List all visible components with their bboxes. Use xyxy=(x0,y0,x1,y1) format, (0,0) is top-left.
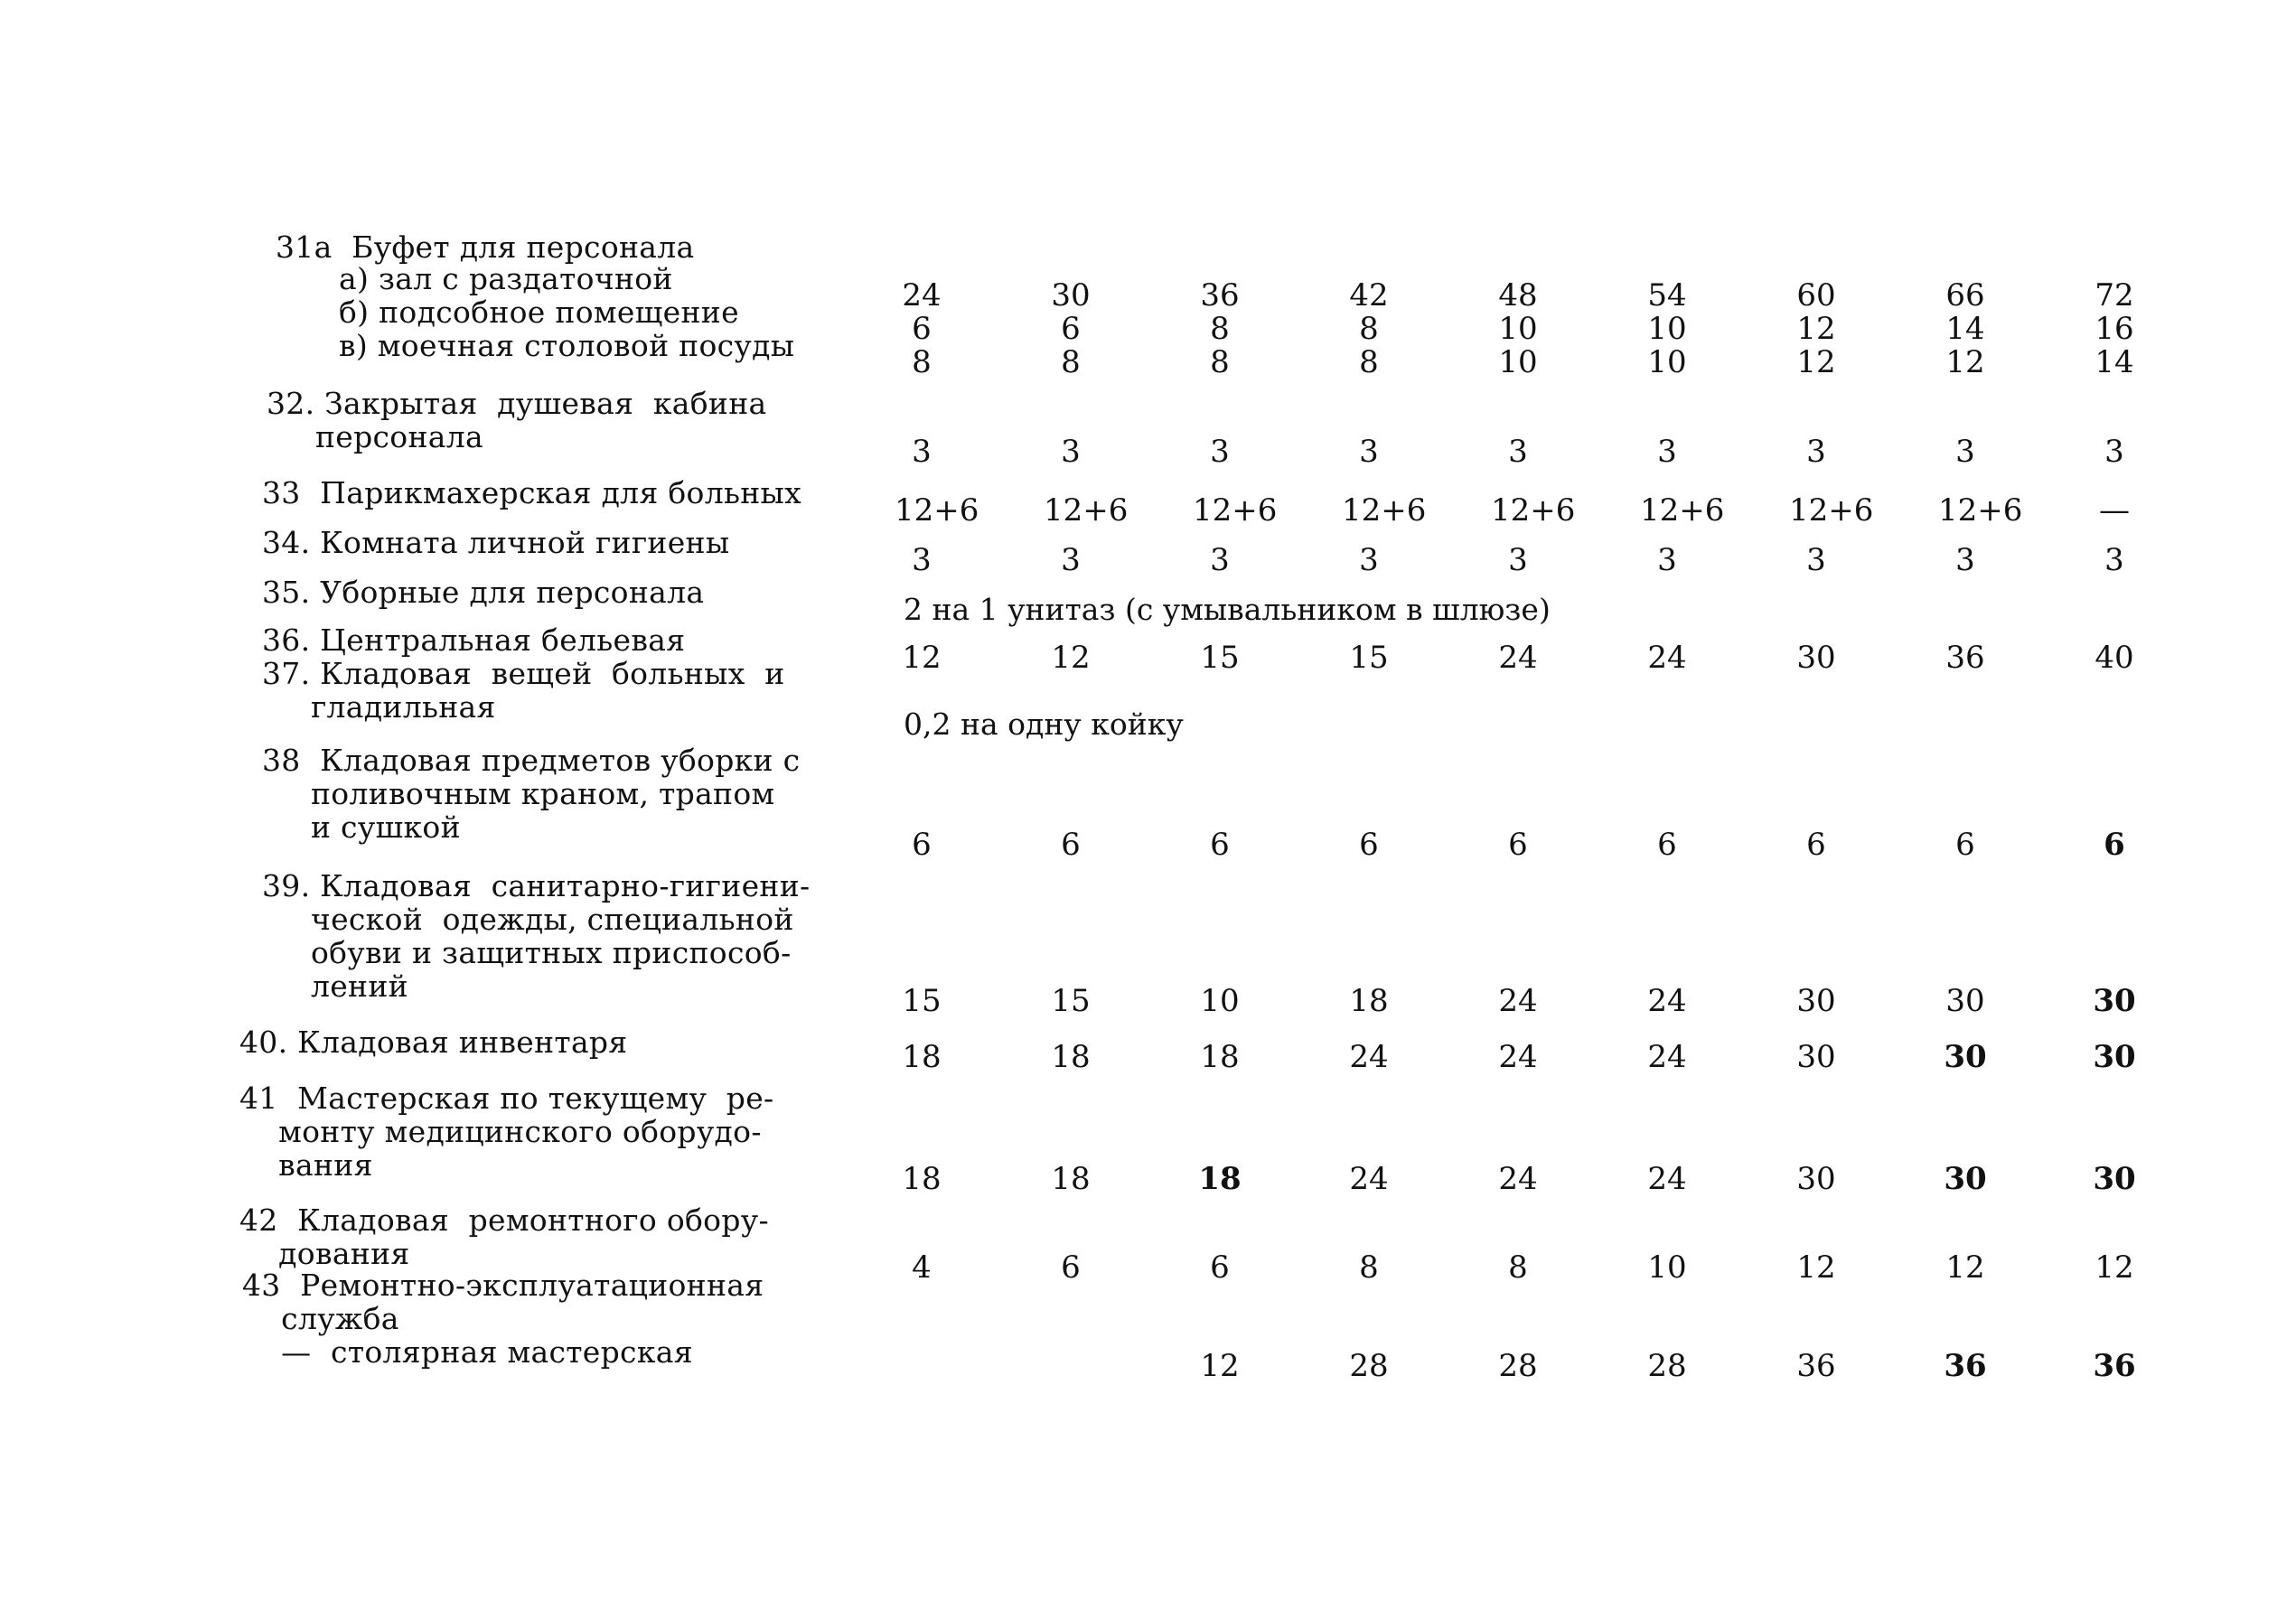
cell: 3 xyxy=(2104,542,2124,578)
cell: 15 xyxy=(1200,640,1240,676)
cell: 3 xyxy=(1508,434,1528,470)
cell: 15 xyxy=(902,983,942,1019)
cell: 24 xyxy=(1647,1039,1687,1075)
row-42-values xyxy=(895,1249,2141,1286)
row-41-label: 41 Мастерская по текущему ре- монту медицинского оборудо- вания xyxy=(239,1081,774,1183)
cell: 42 xyxy=(1349,277,1389,313)
cell: 12 xyxy=(1051,640,1091,676)
cell: 4 xyxy=(912,1249,932,1286)
cell: 10 xyxy=(1647,344,1687,380)
cell: 30 xyxy=(1796,1161,1836,1197)
cell: 30 xyxy=(1051,277,1091,313)
cell: 10 xyxy=(1498,344,1538,380)
row-31a-values-b xyxy=(895,311,2141,347)
cell: 24 xyxy=(1498,1039,1538,1075)
cell: 12+6 xyxy=(1789,492,1874,529)
cell: 10 xyxy=(1498,311,1538,347)
cell: 8 xyxy=(1359,311,1379,347)
cell: 8 xyxy=(1210,344,1230,380)
cell: 28 xyxy=(1647,1348,1687,1384)
cell: 30 xyxy=(1944,1039,1987,1075)
cell: 3 xyxy=(1210,542,1230,578)
cell: 12 xyxy=(1200,1348,1240,1384)
cell: 72 xyxy=(2095,277,2134,313)
row-41-values xyxy=(895,1161,2141,1197)
cell: 6 xyxy=(1657,827,1677,863)
row-31a-sub-b: б) подсобное помещение xyxy=(339,295,739,330)
row-36-label: 36. Центральная бельевая xyxy=(262,622,686,658)
cell: 24 xyxy=(1647,640,1687,676)
cell: 24 xyxy=(1498,1161,1538,1197)
cell: 28 xyxy=(1498,1348,1538,1384)
row-31a-sub-c: в) моечная столовой посуды xyxy=(339,328,795,363)
cell: 30 xyxy=(2093,1161,2136,1197)
cell: 18 xyxy=(1198,1161,1242,1197)
cell: 3 xyxy=(912,434,932,470)
cell: 3 xyxy=(1657,434,1677,470)
cell: 36 xyxy=(1945,640,1985,676)
row-37-note: 0,2 на одну койку xyxy=(904,706,1184,742)
cell: 12 xyxy=(1796,1249,1836,1286)
cell: 12+6 xyxy=(1044,492,1129,529)
cell: 14 xyxy=(1945,311,1985,347)
cell: 24 xyxy=(1647,983,1687,1019)
cell: 3 xyxy=(1806,434,1826,470)
cell: 6 xyxy=(1061,311,1081,347)
cell: 6 xyxy=(1806,827,1826,863)
cell: 36 xyxy=(1796,1348,1836,1384)
row-35-label: 35. Уборные для персонала xyxy=(262,575,705,610)
row-31a-title: 31а Буфет для персонала xyxy=(276,229,695,265)
cell: 24 xyxy=(1349,1039,1389,1075)
cell: 10 xyxy=(1200,983,1240,1019)
row-38-label: 38 Кладовая предметов уборки с поливочным краном, трапом и сушкой xyxy=(262,743,801,845)
cell: 18 xyxy=(1051,1161,1091,1197)
cell: 6 xyxy=(912,311,932,347)
cell: 12 xyxy=(1945,1249,1985,1286)
cell: 30 xyxy=(1796,640,1836,676)
cell: 36 xyxy=(1200,277,1240,313)
cell: 6 xyxy=(1061,827,1081,863)
cell: 3 xyxy=(1210,434,1230,470)
cell: 12 xyxy=(1945,344,1985,380)
cell: 40 xyxy=(2095,640,2134,676)
row-31a-sub-a: а) зал с раздаточной xyxy=(339,261,673,296)
cell: 30 xyxy=(2093,983,2136,1019)
cell: 12+6 xyxy=(1342,492,1427,529)
row-39-values xyxy=(895,983,2141,1019)
cell: 24 xyxy=(1349,1161,1389,1197)
cell: 3 xyxy=(912,542,932,578)
cell: 3 xyxy=(1359,542,1379,578)
row-33-values xyxy=(895,492,2141,529)
cell: 18 xyxy=(1200,1039,1240,1075)
cell: 24 xyxy=(1498,983,1538,1019)
cell: 60 xyxy=(1796,277,1836,313)
cell: 18 xyxy=(902,1161,942,1197)
row-35-note: 2 на 1 унитаз (с умывальником в шлюзе) xyxy=(904,592,1551,627)
cell: 3 xyxy=(1061,434,1081,470)
cell: 8 xyxy=(912,344,932,380)
cell: 24 xyxy=(902,277,942,313)
cell: 15 xyxy=(1051,983,1091,1019)
cell: 8 xyxy=(1210,311,1230,347)
cell: 3 xyxy=(1359,434,1379,470)
cell: 8 xyxy=(1359,1249,1379,1286)
cell: 8 xyxy=(1061,344,1081,380)
cell: 3 xyxy=(1955,542,1975,578)
cell: 6 xyxy=(1061,1249,1081,1286)
cell: 6 xyxy=(1210,1249,1230,1286)
cell: 30 xyxy=(1796,983,1836,1019)
row-33-label: 33 Парикмахерская для больных xyxy=(262,475,801,510)
cell: 16 xyxy=(2095,311,2134,347)
cell: 10 xyxy=(1647,1249,1687,1286)
cell: 12 xyxy=(1796,344,1836,380)
cell: 3 xyxy=(1061,542,1081,578)
row-40-label: 40. Кладовая инвентаря xyxy=(239,1025,628,1060)
cell: 8 xyxy=(1359,344,1379,380)
cell: 12+6 xyxy=(1938,492,2023,529)
row-43-label: 43 Ремонтно-эксплуатационная служба — столярная мастерская xyxy=(242,1268,764,1370)
cell: 54 xyxy=(1647,277,1687,313)
cell: 6 xyxy=(1359,827,1379,863)
cell: 3 xyxy=(2104,434,2124,470)
cell: 30 xyxy=(1944,1161,1987,1197)
cell: 12 xyxy=(2095,1249,2134,1286)
cell: 30 xyxy=(1796,1039,1836,1075)
cell: 6 xyxy=(1955,827,1975,863)
cell: 8 xyxy=(1508,1249,1528,1286)
row-31a-values-a xyxy=(895,277,2141,313)
cell: 12+6 xyxy=(1193,492,1278,529)
row-43-values xyxy=(895,1348,2141,1384)
cell: 24 xyxy=(1647,1161,1687,1197)
cell: 3 xyxy=(1806,542,1826,578)
cell: 48 xyxy=(1498,277,1538,313)
row-38-values xyxy=(895,827,2141,863)
row-34-values xyxy=(895,542,2141,578)
row-36-values xyxy=(895,640,2141,676)
cell: 12+6 xyxy=(895,492,979,529)
cell: 18 xyxy=(902,1039,942,1075)
row-32-label: 32. Закрытая душевая кабина персонала xyxy=(267,386,767,454)
cell: 3 xyxy=(1508,542,1528,578)
row-37-label: 37. Кладовая вещей больных и гладильная xyxy=(262,656,785,725)
cell: 6 xyxy=(912,827,932,863)
cell: 3 xyxy=(1657,542,1677,578)
cell: 12 xyxy=(1796,311,1836,347)
cell: 66 xyxy=(1945,277,1985,313)
cell: 12+6 xyxy=(1640,492,1725,529)
cell: 6 xyxy=(1508,827,1528,863)
cell: 6 xyxy=(2104,827,2125,863)
cell: 12+6 xyxy=(1491,492,1576,529)
row-39-label: 39. Кладовая санитарно-гигиени- ческой одежды, специальной обуви и защитных приспособ- лений xyxy=(262,868,811,1004)
cell: 10 xyxy=(1647,311,1687,347)
row-31a-values-c xyxy=(895,344,2141,380)
cell: 15 xyxy=(1349,640,1389,676)
row-40-values xyxy=(895,1039,2141,1075)
cell: 36 xyxy=(2093,1348,2136,1384)
cell: 36 xyxy=(1944,1348,1987,1384)
cell: 3 xyxy=(1955,434,1975,470)
cell: — xyxy=(2099,492,2130,529)
cell: 30 xyxy=(2093,1039,2136,1075)
cell: 12 xyxy=(902,640,942,676)
cell: 30 xyxy=(1945,983,1985,1019)
cell: 18 xyxy=(1051,1039,1091,1075)
cell: 24 xyxy=(1498,640,1538,676)
row-34-label: 34. Комната личной гигиены xyxy=(262,525,730,560)
row-32-values xyxy=(895,434,2141,470)
cell: 6 xyxy=(1210,827,1230,863)
row-42-label: 42 Кладовая ремонтного обору- дования xyxy=(239,1202,769,1271)
cell: 18 xyxy=(1349,983,1389,1019)
cell: 14 xyxy=(2095,344,2134,380)
cell: 28 xyxy=(1349,1348,1389,1384)
